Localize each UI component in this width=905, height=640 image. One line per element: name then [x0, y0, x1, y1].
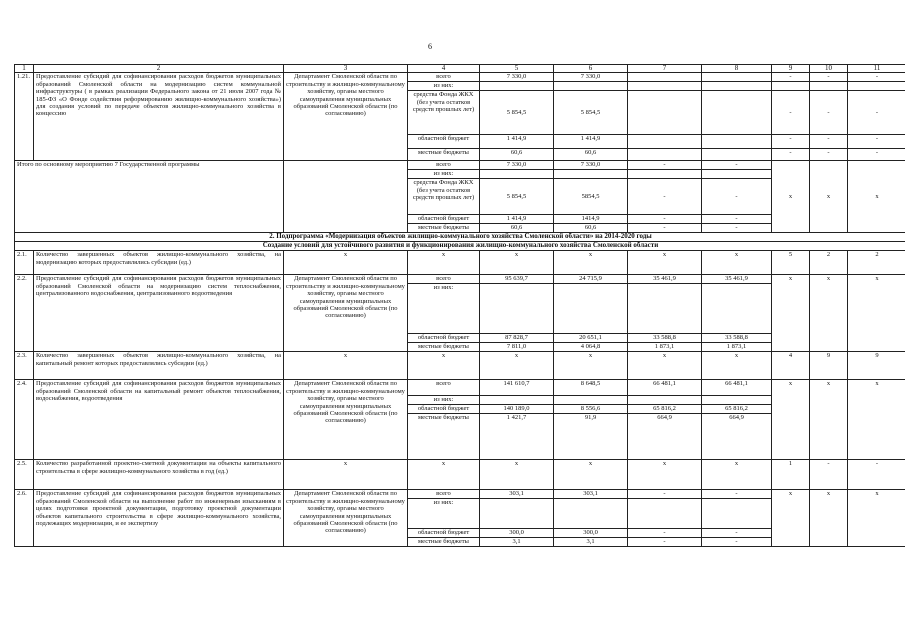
value-cell: - — [628, 179, 702, 215]
table-row — [15, 233, 905, 242]
value-cell: x — [628, 460, 702, 490]
value-cell: - — [772, 149, 810, 161]
value-cell: - — [702, 161, 772, 170]
section-subtitle: Создание условий для устойчивого развития и функционирования жилищно-коммунального хозяйства Смоленской области — [15, 242, 905, 251]
value-cell: x — [848, 161, 905, 233]
value-cell: - — [702, 224, 772, 233]
value-cell: - — [628, 224, 702, 233]
source-label: средства Фонда ЖКХ (без учета остатков средств прошлых лет) — [408, 91, 480, 135]
value-cell: x — [772, 275, 810, 352]
executor: Департамент Смоленской области по строительству и жилищно-коммунальному хозяйству, органы местного самоуправления муниципальных образований Смоленской области (по согласованию) — [284, 275, 408, 352]
value-cell: 141 610,7 — [480, 380, 554, 396]
value-cell: 20 651,1 — [554, 334, 628, 343]
value-cell: x — [554, 352, 628, 380]
col-num: 1 — [15, 65, 34, 73]
col-num: 8 — [702, 65, 772, 73]
source-label: местные бюджеты — [408, 343, 480, 352]
value-cell: - — [702, 215, 772, 224]
value-cell: - — [628, 529, 702, 538]
value-cell: 65 816,2 — [628, 405, 702, 414]
value-cell: 5854,5 — [554, 179, 628, 215]
value-cell: 9 — [848, 352, 905, 380]
value-cell: - — [628, 490, 702, 499]
executor: Департамент Смоленской области по строительству и жилищно-коммунальному хозяйству, органы местного самоуправления муниципальных образований Смоленской области (по согласованию) — [284, 380, 408, 460]
value-cell: 95 639,7 — [480, 275, 554, 284]
value-cell: 4 064,8 — [554, 343, 628, 352]
value-cell: 35 461,9 — [702, 275, 772, 284]
source-label: местные бюджеты — [408, 149, 480, 161]
value-cell: x — [480, 460, 554, 490]
value-cell: 3,1 — [554, 538, 628, 547]
value-cell: - — [810, 73, 848, 82]
value-cell: x — [408, 352, 480, 380]
value-cell — [628, 135, 702, 149]
value-cell: 9 — [810, 352, 848, 380]
source-label: из них: — [408, 396, 480, 405]
col-num: 2 — [34, 65, 284, 73]
value-cell: - — [810, 91, 848, 135]
source-label: из них: — [408, 82, 480, 91]
value-cell: x — [284, 460, 408, 490]
value-cell: 1 873,1 — [628, 343, 702, 352]
value-cell: x — [480, 251, 554, 275]
value-cell: x — [408, 460, 480, 490]
table-row — [15, 275, 905, 284]
value-cell: 60,6 — [554, 224, 628, 233]
value-cell: x — [554, 251, 628, 275]
value-cell: 5 854,5 — [480, 91, 554, 135]
table-row — [15, 251, 905, 275]
value-cell: - — [810, 460, 848, 490]
value-cell: 1 — [772, 460, 810, 490]
value-cell: - — [810, 135, 848, 149]
value-cell: 24 715,9 — [554, 275, 628, 284]
value-cell: 33 588,8 — [628, 334, 702, 343]
value-cell: - — [772, 135, 810, 149]
value-cell: x — [810, 490, 848, 547]
value-cell: 60,6 — [480, 224, 554, 233]
source-label: областной бюджет — [408, 215, 480, 224]
value-cell: - — [848, 91, 905, 135]
value-cell: 140 189,0 — [480, 405, 554, 414]
value-cell: 300,0 — [554, 529, 628, 538]
value-cell: 91,9 — [554, 414, 628, 460]
value-cell: 7 330,0 — [554, 73, 628, 82]
subsidy-table — [14, 64, 905, 547]
source-label: всего — [408, 73, 480, 82]
value-cell: 7 330,0 — [554, 161, 628, 170]
value-cell: - — [702, 529, 772, 538]
measure-text: Количество разработанной проектно-сметной документации на объекты капитального строительства в сфере жилищно-коммунального хозяйства в год (ед.) — [34, 460, 284, 490]
value-cell: 8 556,6 — [554, 405, 628, 414]
value-cell: 60,6 — [554, 149, 628, 161]
col-num: 4 — [408, 65, 480, 73]
value-cell: x — [772, 490, 810, 547]
value-cell: x — [408, 251, 480, 275]
source-label: местные бюджеты — [408, 538, 480, 547]
row-number: 2.2. — [15, 275, 34, 352]
measure-text: Предоставление субсидий для софинансирования расходов бюджетов муниципальных образований Смоленской области на выполнение работ по инженерным изысканиям в целях подготовки проектной документации, подготовку проектной документации объектов капитального строительства в сфере жилищно-коммунального хозяйства, подлежащих модернизации, и ее экспертизу — [34, 490, 284, 547]
value-cell: x — [810, 380, 848, 460]
row-number: 2.6. — [15, 490, 34, 547]
executor: Департамент Смоленской области по строительству и жилищно-коммунальному хозяйству, органы местного самоуправления муниципальных образований Смоленской области (по согласованию) — [284, 490, 408, 547]
value-cell: 5 854,5 — [554, 91, 628, 135]
value-cell: 33 588,8 — [702, 334, 772, 343]
row-number: 1.21. — [15, 73, 34, 161]
value-cell — [628, 91, 702, 135]
value-cell — [628, 73, 702, 82]
value-cell: x — [284, 352, 408, 380]
measure-text: Предоставление субсидий для софинансирования расходов бюджетов муниципальных образований Смоленской области на капитальный ремонт объектов теплоснабжения, водоснабжения, водоотведения — [34, 380, 284, 460]
value-cell: - — [628, 161, 702, 170]
section-title: 2. Подпрограмма «Модернизация объектов жилищно-коммунального хозяйства Смоленской области» на 2014-2020 годы — [15, 233, 905, 242]
value-cell: 66 481,1 — [628, 380, 702, 396]
col-num: 6 — [554, 65, 628, 73]
value-cell: x — [554, 460, 628, 490]
row-number: 2.1. — [15, 251, 34, 275]
value-cell: 303,1 — [480, 490, 554, 499]
measure-text: Предоставление субсидий для софинансирования расходов бюджетов муниципальных образований Смоленской области на модернизацию систем теплоснабжения, централизованного водоснабжения, централизованного водоотведения — [34, 275, 284, 352]
source-label: из них: — [408, 499, 480, 529]
table-row — [15, 460, 905, 490]
source-label: средства Фонда ЖКХ (без учета остатков средств прошлых лет) — [408, 179, 480, 215]
value-cell: x — [284, 251, 408, 275]
col-num: 5 — [480, 65, 554, 73]
value-cell: - — [848, 460, 905, 490]
col-num: 11 — [848, 65, 905, 73]
row-number: 2.3. — [15, 352, 34, 380]
measure-text: Количество завершенных объектов жилищно-коммунального хозяйства, на капитальный ремонт которых предоставлялись субсидии (ед.) — [34, 352, 284, 380]
value-cell: - — [848, 73, 905, 82]
table-row — [15, 380, 905, 396]
source-label: всего — [408, 380, 480, 396]
col-num: 3 — [284, 65, 408, 73]
value-cell: x — [810, 161, 848, 233]
value-cell: 65 816,2 — [702, 405, 772, 414]
source-label: всего — [408, 490, 480, 499]
value-cell: 7 330,0 — [480, 73, 554, 82]
value-cell — [702, 91, 772, 135]
col-num: 10 — [810, 65, 848, 73]
value-cell: - — [848, 135, 905, 149]
source-label: областной бюджет — [408, 405, 480, 414]
value-cell: 60,6 — [480, 149, 554, 161]
value-cell: 66 481,1 — [702, 380, 772, 396]
value-cell: 3,1 — [480, 538, 554, 547]
value-cell: - — [810, 149, 848, 161]
value-cell: 1 414,9 — [480, 135, 554, 149]
source-label: местные бюджеты — [408, 224, 480, 233]
value-cell: - — [772, 91, 810, 135]
measure-text: Количество завершенных объектов жилищно-коммунального хозяйства, на модернизацию которых предоставлялись субсидии (ед.) — [34, 251, 284, 275]
value-cell: x — [772, 161, 810, 233]
value-cell: x — [848, 275, 905, 352]
source-label: из них: — [408, 170, 480, 179]
page-number: 6 — [428, 42, 432, 51]
value-cell: 1 421,7 — [480, 414, 554, 460]
col-num: 9 — [772, 65, 810, 73]
source-label: областной бюджет — [408, 334, 480, 343]
value-cell: x — [480, 352, 554, 380]
value-cell: 1414,9 — [554, 215, 628, 224]
source-label: местные бюджеты — [408, 414, 480, 460]
value-cell: x — [702, 352, 772, 380]
value-cell: 664,9 — [628, 414, 702, 460]
value-cell: - — [848, 149, 905, 161]
value-cell: 2 — [848, 251, 905, 275]
value-cell: x — [628, 352, 702, 380]
value-cell: - — [772, 73, 810, 82]
source-label: всего — [408, 275, 480, 284]
value-cell: 1 414,9 — [554, 135, 628, 149]
value-cell: - — [702, 538, 772, 547]
table-row — [15, 490, 905, 499]
value-cell: - — [628, 538, 702, 547]
value-cell — [702, 135, 772, 149]
value-cell: 4 — [772, 352, 810, 380]
value-cell: 303,1 — [554, 490, 628, 499]
value-cell: 7 811,0 — [480, 343, 554, 352]
value-cell: 87 828,7 — [480, 334, 554, 343]
source-label: из них: — [408, 284, 480, 334]
value-cell: - — [702, 179, 772, 215]
value-cell: x — [702, 251, 772, 275]
column-number-row — [15, 65, 905, 73]
value-cell — [702, 73, 772, 82]
value-cell: 664,9 — [702, 414, 772, 460]
value-cell — [628, 149, 702, 161]
value-cell: - — [702, 490, 772, 499]
value-cell: x — [810, 275, 848, 352]
table-row — [15, 242, 905, 251]
value-cell: x — [772, 380, 810, 460]
value-cell: x — [628, 251, 702, 275]
value-cell: x — [702, 460, 772, 490]
value-cell: 7 330,0 — [480, 161, 554, 170]
value-cell: - — [628, 215, 702, 224]
value-cell: 300,0 — [480, 529, 554, 538]
row-number: 2.5. — [15, 460, 34, 490]
total-label: Итого по основному мероприятию 7 Государственной программы — [15, 161, 284, 233]
value-cell: 8 648,5 — [554, 380, 628, 396]
value-cell: 5 854,5 — [480, 179, 554, 215]
col-num: 7 — [628, 65, 702, 73]
value-cell: 1 414,9 — [480, 215, 554, 224]
value-cell: 1 873,1 — [702, 343, 772, 352]
source-label: всего — [408, 161, 480, 170]
value-cell: x — [848, 380, 905, 460]
table-row — [15, 73, 905, 82]
row-number: 2.4. — [15, 380, 34, 460]
value-cell: x — [848, 490, 905, 547]
value-cell — [702, 149, 772, 161]
source-label: областной бюджет — [408, 529, 480, 538]
value-cell: 2 — [810, 251, 848, 275]
source-label: областной бюджет — [408, 135, 480, 149]
measure-text: Предоставление субсидий для софинансирования расходов бюджетов муниципальных образований Смоленской области на модернизацию систем коммунальной инфраструктуры ( в рамках реализации Федерального закона от 21 июля 2007 года № 185-ФЗ «О Фонде содействия реформированию жилищно-коммунального хозяйства») для создания условий по передаче объектов жилищно-коммунального хозяйства в концессию — [34, 73, 284, 161]
executor: Департамент Смоленской области по строительству и жилищно-коммунальному хозяйству, органы местного самоуправления муниципальных образований Смоленской области (по согласованию) — [284, 73, 408, 161]
table-row — [15, 161, 905, 170]
value-cell: 5 — [772, 251, 810, 275]
table-row — [15, 352, 905, 380]
value-cell: 35 461,9 — [628, 275, 702, 284]
